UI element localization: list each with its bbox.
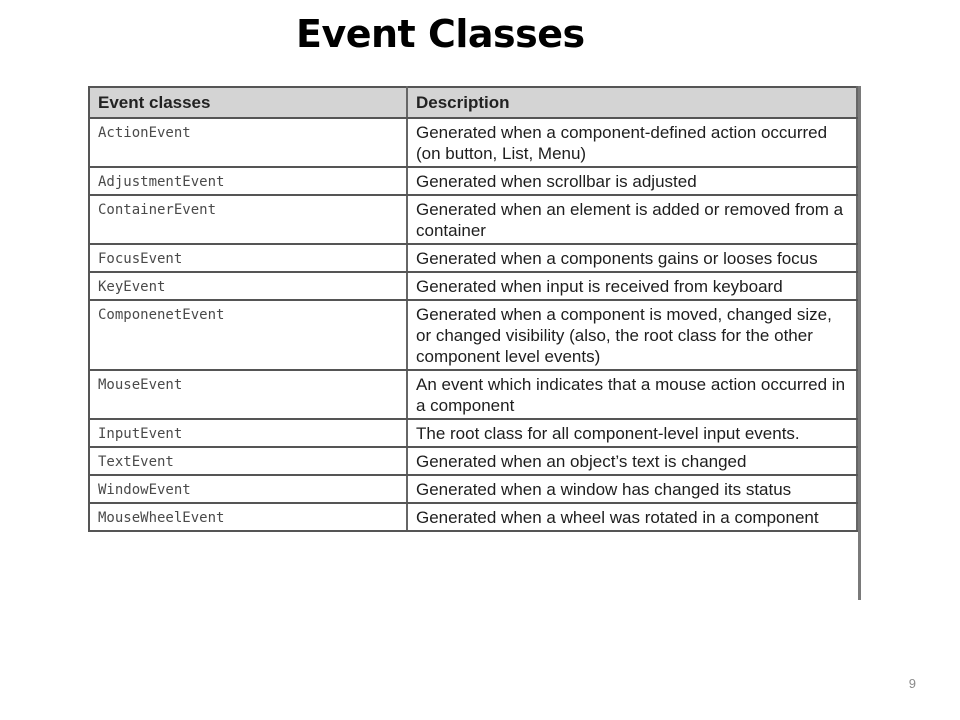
table-row (89, 475, 857, 503)
event-classes-table (88, 86, 858, 532)
description-cell: Generated when scrollbar is adjusted (407, 167, 857, 195)
event-class-cell: FocusEvent (89, 244, 407, 272)
description-cell: Generated when a window has changed its status (407, 475, 857, 503)
table-row (89, 300, 857, 370)
description-cell: Generated when an object’s text is changed (407, 447, 857, 475)
table-row (89, 272, 857, 300)
table-row (89, 118, 857, 167)
table-header-row (89, 87, 857, 118)
description-cell: Generated when input is received from keyboard (407, 272, 857, 300)
event-class-cell: AdjustmentEvent (89, 167, 407, 195)
event-class-cell: WindowEvent (89, 475, 407, 503)
table-row (89, 167, 857, 195)
event-class-cell: TextEvent (89, 447, 407, 475)
event-class-cell: InputEvent (89, 419, 407, 447)
table-row (89, 419, 857, 447)
event-class-cell: ComponenetEvent (89, 300, 407, 370)
table-row (89, 503, 857, 531)
description-cell: Generated when a component is moved, changed size, or changed visibility (also, the root class for the other component level events) (407, 300, 857, 370)
description-cell: An event which indicates that a mouse action occurred in a component (407, 370, 857, 419)
description-cell: The root class for all component-level input events. (407, 419, 857, 447)
description-cell: Generated when a components gains or looses focus (407, 244, 857, 272)
event-class-cell: MouseWheelEvent (89, 503, 407, 531)
page-number: 9 (908, 676, 916, 691)
table-row (89, 244, 857, 272)
event-class-cell: KeyEvent (89, 272, 407, 300)
column-header-description: Description (407, 87, 857, 118)
description-cell: Generated when an element is added or removed from a container (407, 195, 857, 244)
event-class-cell: ActionEvent (89, 118, 407, 167)
column-header-event-classes: Event classes (89, 87, 407, 118)
event-class-cell: ContainerEvent (89, 195, 407, 244)
slide-title: Event Classes (296, 12, 585, 56)
table-row (89, 195, 857, 244)
table-row (89, 447, 857, 475)
description-cell: Generated when a wheel was rotated in a component (407, 503, 857, 531)
description-cell: Generated when a component-defined action occurred (on button, List, Menu) (407, 118, 857, 167)
event-class-cell: MouseEvent (89, 370, 407, 419)
event-classes-table-container (88, 86, 861, 600)
table-row (89, 370, 857, 419)
